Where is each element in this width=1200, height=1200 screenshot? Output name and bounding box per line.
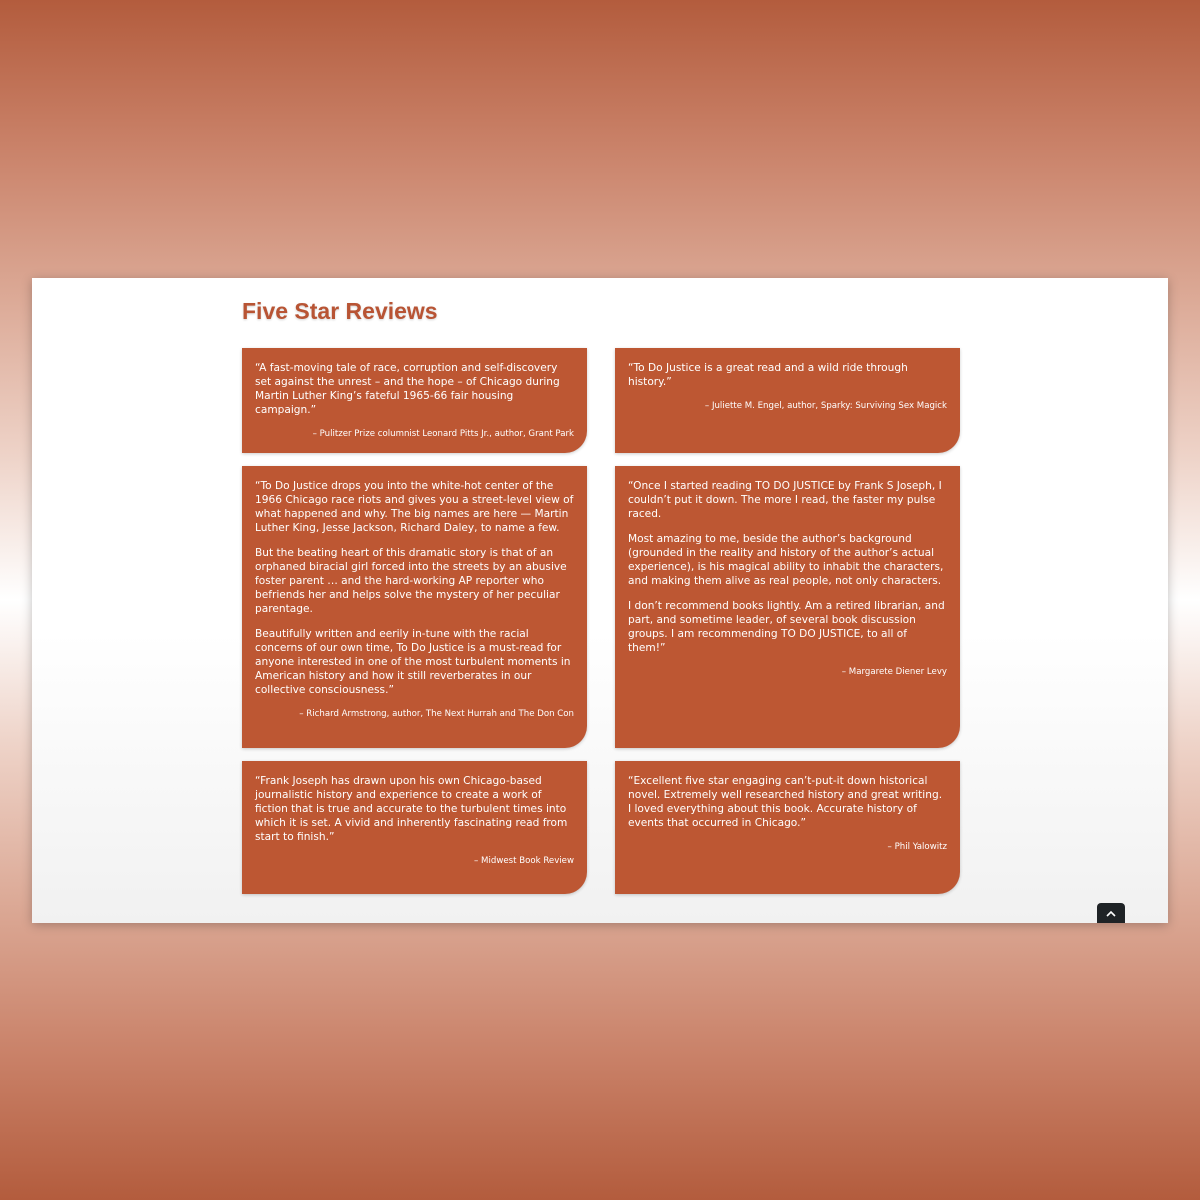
review-text: “To Do Justice is a great read and a wild ride through history.” [628,362,908,388]
review-attribution: – Pulitzer Prize columnist Leonard Pitts Jr., author, Grant Park [312,429,574,439]
review-text: Beautifully written and eerily in-tune with the racial concerns of our own time, To Do Justice is a must-read for anyone interested in one of the most turbulent moments in American history and how it still reverberates in our collective consciousness.” [255,628,571,696]
review-card [242,348,587,453]
review-text: “Once I started reading TO DO JUSTICE by Frank S Joseph, I couldn’t put it down. The more I read, the faster my pulse raced. [628,480,942,520]
review-text: I don’t recommend books lightly. Am a retired librarian, and part, and sometime leader, of several book discussion groups. I am recommending TO DO JUSTICE, to all of them!” [628,600,945,654]
review-attribution: – Phil Yalowitz [887,842,947,852]
review-text: “A fast-moving tale of race, corruption and self-discovery set against the unrest – and the hope – of Chicago during Martin Luther King’s fateful 1965-66 fair housing campaign.” [255,362,560,416]
review-text: “Frank Joseph has drawn upon his own Chicago-based journalistic history and experience to create a work of fiction that is true and accurate to the turbulent times into which it is set. A vivid and inherently fascinating read from start to finish.” [255,775,568,843]
review-text: Most amazing to me, beside the author’s background (grounded in the reality and history of the author’s actual experience), is his magical ability to inhabit the characters, and making them alive as real people, not only characters. [628,533,944,587]
review-card [615,348,960,453]
review-attribution: – Richard Armstrong, author, The Next Hurrah and The Don Con [299,709,574,719]
page-frame [32,278,1168,923]
scroll-to-top-button[interactable] [1097,903,1125,923]
review-text: But the beating heart of this dramatic story is that of an orphaned biracial girl forced into the streets by an abusive foster parent … and the hard-working AP reporter who befriends her and helps solve the mystery of her peculiar parentage. [255,547,567,615]
review-text: “Excellent five star engaging can’t-put-it down historical novel. Extremely well researched history and great writing. I loved everything about this book. Accurate history of events that occurred in Chicago.” [628,775,943,829]
review-card [615,466,960,748]
review-text: “To Do Justice drops you into the white-hot center of the 1966 Chicago race riots and gives you a street-level view of what happened and why. The big names are here — Martin Luther King, Jesse Jackson, Richard Daley, to name a few. [255,480,574,534]
section-title: Five Star Reviews [242,298,438,324]
review-card [615,761,960,894]
review-card [242,466,587,748]
chevron-up-icon [1106,910,1116,917]
review-attribution: – Margarete Diener Levy [841,667,947,677]
review-attribution: – Juliette M. Engel, author, Sparky: Surviving Sex Magick [704,401,947,411]
review-card [242,761,587,894]
review-attribution: – Midwest Book Review [474,856,574,866]
